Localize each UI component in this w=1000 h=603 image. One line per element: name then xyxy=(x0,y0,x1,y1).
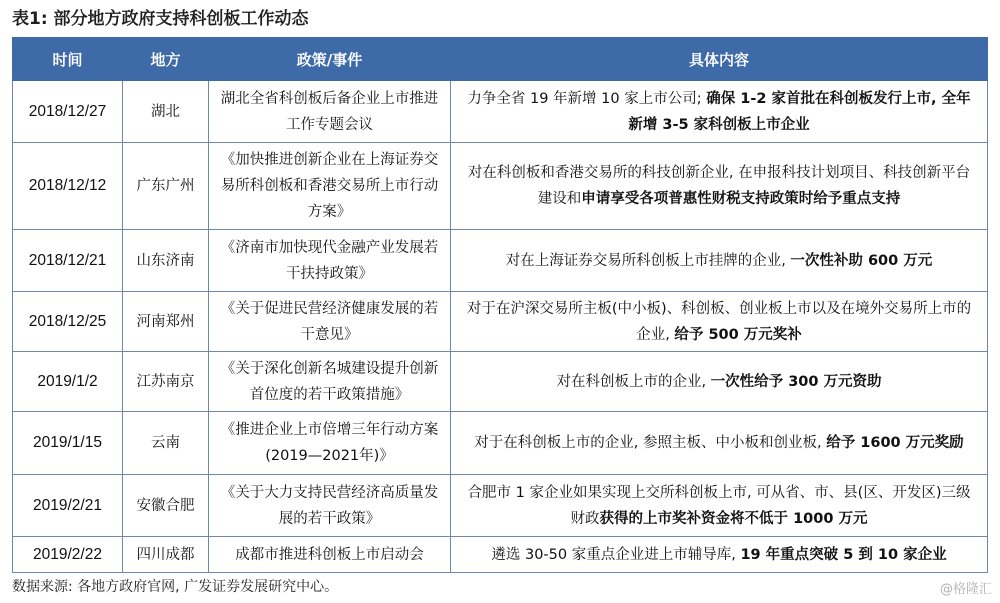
header-policy: 政策/事件 xyxy=(209,38,451,81)
table-row xyxy=(13,81,988,143)
cell-time: 2018/12/25 xyxy=(13,292,123,352)
cell-content xyxy=(451,475,988,537)
table-row xyxy=(13,412,988,475)
cell-policy: 《关于大力支持民营经济高质量发展的若干政策》 xyxy=(209,475,451,537)
cell-content xyxy=(451,412,988,475)
header-time: 时间 xyxy=(13,38,123,81)
table-header-row xyxy=(13,38,988,81)
cell-content xyxy=(451,81,988,143)
cell-time: 2019/2/22 xyxy=(13,537,123,573)
cell-content xyxy=(451,537,988,573)
cell-place: 广东广州 xyxy=(123,143,209,230)
cell-time: 2018/12/21 xyxy=(13,230,123,292)
cell-time: 2018/12/27 xyxy=(13,81,123,143)
cell-time: 2019/1/15 xyxy=(13,412,123,475)
cell-place: 四川成都 xyxy=(123,537,209,573)
content-normal: 遴选 30-50 家重点企业进上市辅导库, xyxy=(491,546,741,563)
cell-policy: 《加快推进创新企业在上海证券交易所科创板和香港交易所上市行动方案》 xyxy=(209,143,451,230)
cell-content xyxy=(451,352,988,412)
table-row xyxy=(13,230,988,292)
table-row xyxy=(13,475,988,537)
cell-policy: 《关于深化创新名城建设提升创新首位度的若干政策措施》 xyxy=(209,352,451,412)
cell-place: 湖北 xyxy=(123,81,209,143)
watermark: @格隆汇 xyxy=(939,582,992,597)
content-bold: 给予 1600 万元奖励 xyxy=(826,435,964,451)
content-bold: 一次性补助 600 万元 xyxy=(790,252,933,269)
content-bold: 给予 500 万元奖补 xyxy=(674,326,802,343)
content-bold: 申请享受各项普惠性财税支持政策时给予重点支持 xyxy=(581,191,901,207)
cell-policy: 《济南市加快现代金融产业发展若干扶持政策》 xyxy=(209,230,451,292)
cell-policy: 《推进企业上市倍增三年行动方案(2019—2021年)》 xyxy=(209,412,451,475)
cell-place: 河南郑州 xyxy=(123,292,209,352)
data-source-note: 数据来源: 各地方政府官网, 广发证券发展研究中心。 xyxy=(12,579,339,595)
table-row xyxy=(13,537,988,573)
cell-content xyxy=(451,230,988,292)
header-content: 具体内容 xyxy=(451,38,988,81)
content-normal: 对在上海证券交易所科创板上市挂牌的企业, xyxy=(505,252,791,269)
cell-policy: 《关于促进民营经济健康发展的若干意见》 xyxy=(209,292,451,352)
table-row xyxy=(13,352,988,412)
cell-place: 安徽合肥 xyxy=(123,475,209,537)
table-row xyxy=(13,143,988,230)
cell-policy: 湖北全省科创板后备企业上市推进工作专题会议 xyxy=(209,81,451,143)
content-bold: 获得的上市奖补资金将不低于 1000 万元 xyxy=(599,510,868,527)
table-title: 表1: 部分地方政府支持科创板工作动态 xyxy=(12,9,309,29)
policy-table xyxy=(12,37,988,573)
cell-time: 2018/12/12 xyxy=(13,143,123,230)
cell-place: 江苏南京 xyxy=(123,352,209,412)
content-normal: 对在科创板和香港交易所的科技创新企业, 在申报科技计划项目、科技创新平台建设和 xyxy=(467,165,971,207)
content-normal: 对在科创板上市的企业, xyxy=(556,373,711,390)
content-bold: 19 年重点突破 5 到 10 家企业 xyxy=(740,546,947,563)
table-row xyxy=(13,292,988,352)
content-bold: 确保 1-2 家首批在科创板发行上市, 全年新增 3-5 家科创板上市企业 xyxy=(628,90,971,133)
cell-content xyxy=(451,143,988,230)
cell-policy: 成都市推进科创板上市启动会 xyxy=(209,537,451,573)
header-place: 地方 xyxy=(123,38,209,81)
cell-place: 山东济南 xyxy=(123,230,209,292)
cell-time: 2019/2/21 xyxy=(13,475,123,537)
cell-time: 2019/1/2 xyxy=(13,352,123,412)
cell-place: 云南 xyxy=(123,412,209,475)
content-normal: 对于在沪深交易所主板(中小板)、科创板、创业板上市以及在境外交易所上市的企业, xyxy=(466,300,972,343)
content-normal: 合肥市 1 家企业如果实现上交所科创板上市, 可从省、市、县(区、开发区)三级财政 xyxy=(467,484,971,527)
content-normal: 对于在科创板上市的企业, 参照主板、中小板和创业板, xyxy=(474,435,827,451)
cell-content xyxy=(451,292,988,352)
content-normal: 力争全省 19 年新增 10 家上市公司; xyxy=(467,90,707,107)
content-bold: 一次性给予 300 万元资助 xyxy=(710,373,882,390)
